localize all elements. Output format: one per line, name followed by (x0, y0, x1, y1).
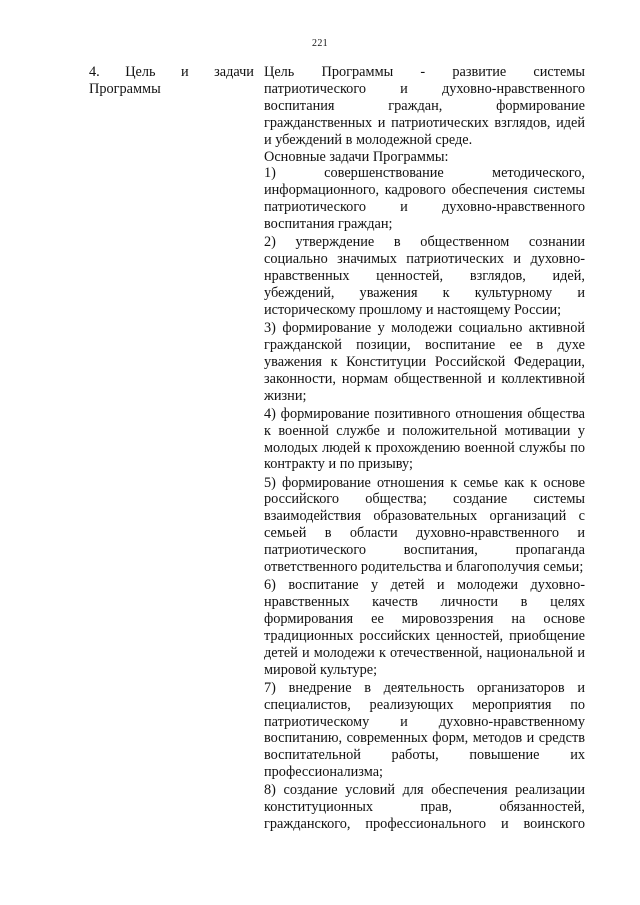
section-number: 4. (89, 64, 100, 80)
section-label-word: задачи (214, 64, 254, 80)
section-label (89, 64, 254, 98)
task-item: 2) утверждение в общественном сознании социально значимых патриотических и духовно-нравственных ценностей, взглядов, идей, убеждений, уважения к культурному и историческому прошлому и настоящему России; (264, 234, 585, 318)
task-item: 6) воспитание у детей и молодежи духовно-нравственных качеств личности в целях формирования ее мировоззрения на основе традиционных российских ценностей, приобщение детей и молодежи к отечественной, национальной и мировой культуре; (264, 577, 585, 678)
task-item: 5) формирование отношения к семье как к основе российского общества; создание системы взаимодействия образовательных организаций с семьей в области духовно-нравственного и патриотического воспитания, пропаганда ответственного родительства и благополучия семьи; (264, 474, 585, 576)
section-label-word: Программы (89, 81, 161, 97)
section-label-word: Цель (125, 64, 156, 80)
task-item: 8) создание условий для обеспечения реализации конституционных прав, обязанностей, гражданского, профессионального и воинского (264, 782, 585, 833)
task-item: 3) формирование у молодежи социально активной гражданской позиции, воспитание ее в духе уважения к Конституции Российской Федерации, законности, нормам общественной и коллективной жизни; (264, 319, 585, 404)
section-label-line (89, 64, 254, 81)
section-content (264, 64, 585, 834)
section-label-word: и (180, 64, 189, 80)
page-number: 221 (312, 38, 328, 49)
task-item: 1) совершенствование методического, информационного, кадрового обеспечения системы патриотического и духовно-нравственного воспитания граждан; (264, 165, 585, 233)
task-item: 4) формирование позитивного отношения общества к военной службе и положительной мотивации у молодых людей к прохождению военной службы по контракту и по призыву; (264, 405, 585, 473)
task-item: 7) внедрение в деятельность организаторов и специалистов, реализующих мероприятия по патриотическому и духовно-нравственному воспитанию, современных форм, методов и средств воспитательной работы, повышение их профессионализма; (264, 679, 585, 781)
program-goal: Цель Программы - развитие системы патриотического и духовно-нравственного воспитания граждан, формирование гражданственных и патриотических взглядов, идей и убеждений в молодежной среде. (264, 64, 585, 148)
tasks-heading: Основные задачи Программы: (264, 148, 449, 165)
